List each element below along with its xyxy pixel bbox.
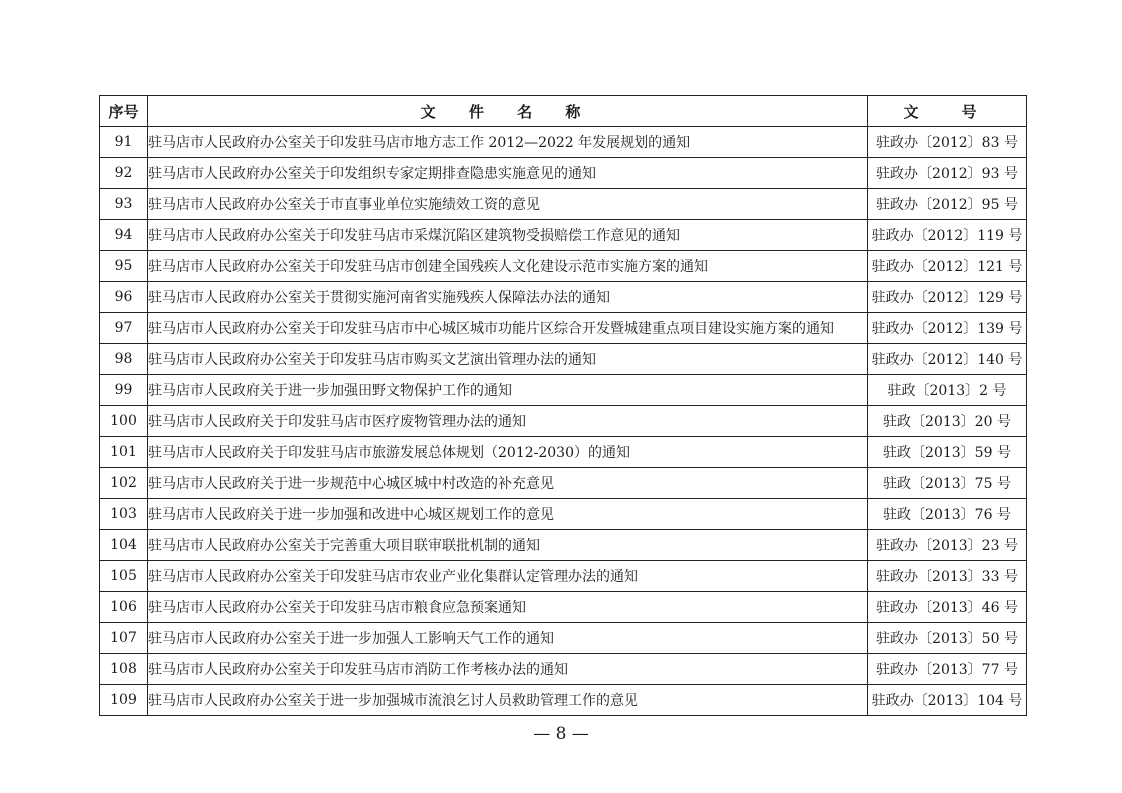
row-number-cell: 95 — [100, 251, 148, 282]
row-number-cell: 101 — [100, 437, 148, 468]
table-row — [100, 561, 1027, 592]
row-number-cell: 109 — [100, 685, 148, 716]
row-number-cell: 97 — [100, 313, 148, 344]
document-title-cell: 驻马店市人民政府办公室关于贯彻实施河南省实施残疾人保障法办法的通知 — [148, 282, 868, 313]
table-row — [100, 313, 1027, 344]
doc-number-column-header: 文 号 — [868, 96, 1027, 127]
document-number-cell: 驻政办〔2012〕129 号 — [868, 282, 1027, 313]
table-row — [100, 406, 1027, 437]
row-number-cell: 100 — [100, 406, 148, 437]
table-row — [100, 530, 1027, 561]
row-number-cell: 106 — [100, 592, 148, 623]
table-row — [100, 623, 1027, 654]
document-number-cell: 驻政办〔2012〕121 号 — [868, 251, 1027, 282]
document-number-cell: 驻政〔2013〕76 号 — [868, 499, 1027, 530]
row-number-cell: 93 — [100, 189, 148, 220]
table-row — [100, 499, 1027, 530]
table-row — [100, 654, 1027, 685]
table-row — [100, 220, 1027, 251]
document-list-table — [99, 95, 1027, 716]
table-row — [100, 468, 1027, 499]
document-title-cell: 驻马店市人民政府办公室关于印发驻马店市采煤沉陷区建筑物受损赔偿工作意见的通知 — [148, 220, 868, 251]
document-number-cell: 驻政〔2013〕59 号 — [868, 437, 1027, 468]
table-row — [100, 344, 1027, 375]
page-number: — 8 — — [533, 724, 589, 744]
document-title-cell: 驻马店市人民政府办公室关于印发驻马店市消防工作考核办法的通知 — [148, 654, 868, 685]
row-number-cell: 92 — [100, 158, 148, 189]
table-row — [100, 251, 1027, 282]
document-title-cell: 驻马店市人民政府关于印发驻马店市医疗废物管理办法的通知 — [148, 406, 868, 437]
document-number-cell: 驻政办〔2012〕139 号 — [868, 313, 1027, 344]
row-number-cell: 108 — [100, 654, 148, 685]
table-header-row — [100, 96, 1027, 127]
document-title-cell: 驻马店市人民政府办公室关于进一步加强城市流浪乞讨人员救助管理工作的意见 — [148, 685, 868, 716]
row-number-cell: 103 — [100, 499, 148, 530]
document-title-cell: 驻马店市人民政府办公室关于印发驻马店市粮食应急预案通知 — [148, 592, 868, 623]
row-number-cell: 105 — [100, 561, 148, 592]
document-title-cell: 驻马店市人民政府办公室关于进一步加强人工影响天气工作的通知 — [148, 623, 868, 654]
document-number-cell: 驻政办〔2013〕23 号 — [868, 530, 1027, 561]
table-row — [100, 127, 1027, 158]
document-title-cell: 驻马店市人民政府办公室关于印发驻马店市中心城区城市功能片区综合开发暨城建重点项目建设实施方案的通知 — [148, 313, 868, 344]
table-row — [100, 375, 1027, 406]
document-title-cell: 驻马店市人民政府办公室关于印发驻马店市购买文艺演出管理办法的通知 — [148, 344, 868, 375]
document-number-cell: 驻政办〔2012〕93 号 — [868, 158, 1027, 189]
table-row — [100, 437, 1027, 468]
table-row — [100, 685, 1027, 716]
row-number-cell: 99 — [100, 375, 148, 406]
row-number-cell: 91 — [100, 127, 148, 158]
document-title-cell: 驻马店市人民政府办公室关于印发驻马店市农业产业化集群认定管理办法的通知 — [148, 561, 868, 592]
row-number-cell: 107 — [100, 623, 148, 654]
table-row — [100, 592, 1027, 623]
row-number-cell: 96 — [100, 282, 148, 313]
row-number-cell: 102 — [100, 468, 148, 499]
document-number-cell: 驻政〔2013〕2 号 — [868, 375, 1027, 406]
document-number-cell: 驻政〔2013〕75 号 — [868, 468, 1027, 499]
document-number-cell: 驻政办〔2013〕46 号 — [868, 592, 1027, 623]
document-title-cell: 驻马店市人民政府办公室关于印发驻马店市创建全国残疾人文化建设示范市实施方案的通知 — [148, 251, 868, 282]
document-title-cell: 驻马店市人民政府关于进一步规范中心城区城中村改造的补充意见 — [148, 468, 868, 499]
document-title-cell: 驻马店市人民政府办公室关于印发驻马店市地方志工作 2012—2022 年发展规划的通知 — [148, 127, 868, 158]
name-column-header: 文 件 名 称 — [148, 96, 868, 127]
document-title-cell: 驻马店市人民政府关于印发驻马店市旅游发展总体规划（2012-2030）的通知 — [148, 437, 868, 468]
row-number-cell: 98 — [100, 344, 148, 375]
document-number-cell: 驻政办〔2012〕140 号 — [868, 344, 1027, 375]
document-number-cell: 驻政办〔2012〕83 号 — [868, 127, 1027, 158]
document-number-cell: 驻政办〔2012〕95 号 — [868, 189, 1027, 220]
document-title-cell: 驻马店市人民政府办公室关于市直事业单位实施绩效工资的意见 — [148, 189, 868, 220]
document-number-cell: 驻政办〔2013〕77 号 — [868, 654, 1027, 685]
document-title-cell: 驻马店市人民政府办公室关于印发组织专家定期排查隐患实施意见的通知 — [148, 158, 868, 189]
document-number-cell: 驻政办〔2013〕50 号 — [868, 623, 1027, 654]
document-title-cell: 驻马店市人民政府关于进一步加强田野文物保护工作的通知 — [148, 375, 868, 406]
document-number-cell: 驻政〔2013〕20 号 — [868, 406, 1027, 437]
table-row — [100, 282, 1027, 313]
table-row — [100, 158, 1027, 189]
document-number-cell: 驻政办〔2012〕119 号 — [868, 220, 1027, 251]
document-title-cell: 驻马店市人民政府关于进一步加强和改进中心城区规划工作的意见 — [148, 499, 868, 530]
row-number-cell: 104 — [100, 530, 148, 561]
table-row — [100, 189, 1027, 220]
index-column-header: 序号 — [100, 96, 148, 127]
row-number-cell: 94 — [100, 220, 148, 251]
document-number-cell: 驻政办〔2013〕33 号 — [868, 561, 1027, 592]
document-title-cell: 驻马店市人民政府办公室关于完善重大项目联审联批机制的通知 — [148, 530, 868, 561]
document-number-cell: 驻政办〔2013〕104 号 — [868, 685, 1027, 716]
